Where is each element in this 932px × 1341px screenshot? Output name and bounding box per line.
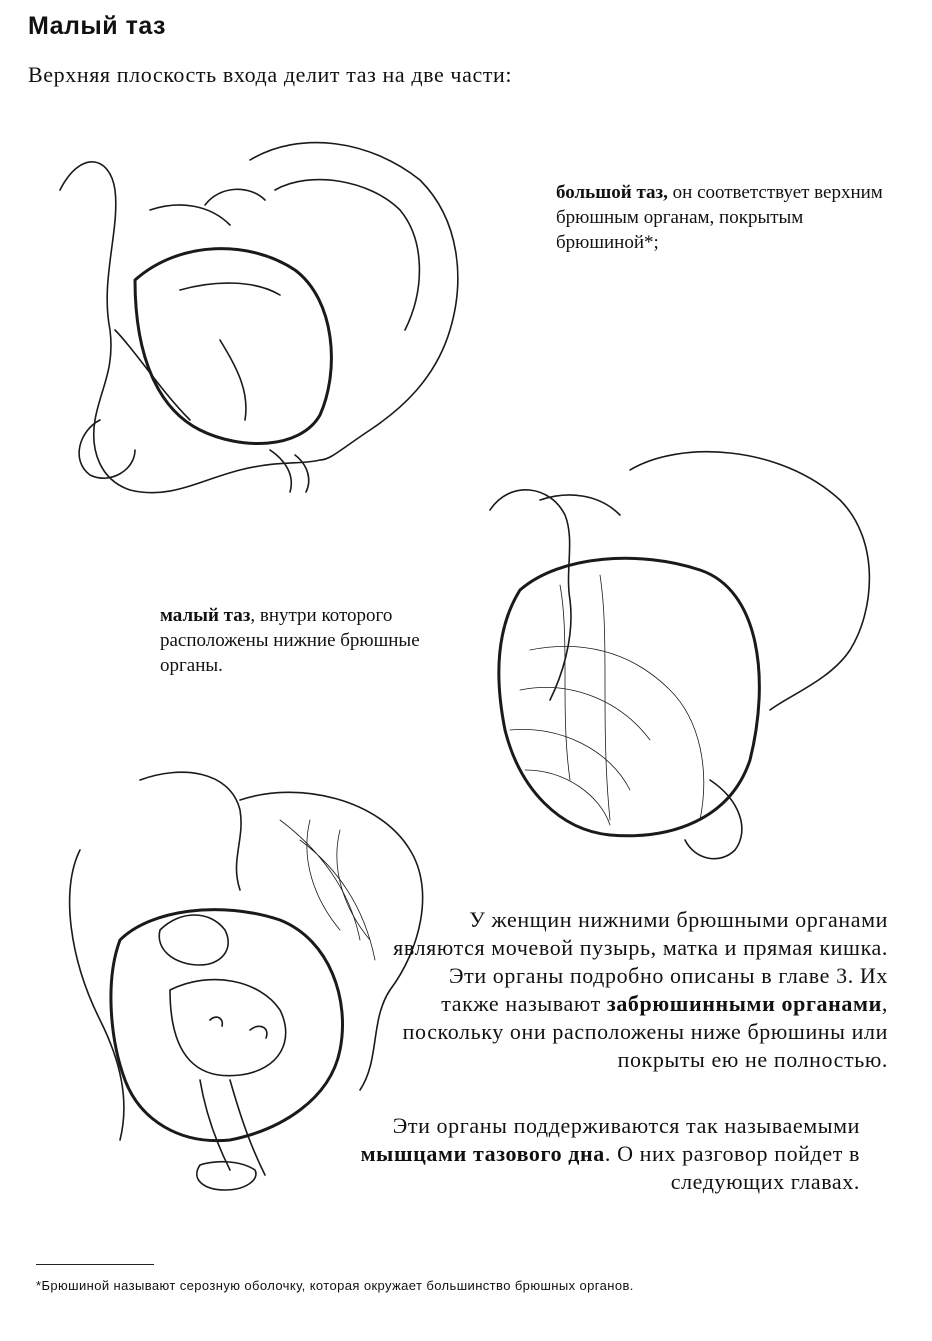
muscles-paragraph [350,1112,860,1196]
organs-paragraph [388,906,888,1074]
pelvis-greater-icon [40,130,480,550]
muscles-paragraph-part1: Эти органы поддерживаются так называемыми [392,1113,860,1138]
retroperitoneal-organs-term: забрюшинными органами [606,991,882,1016]
greater-pelvis-term: большой таз, [556,182,668,203]
footnote-divider [36,1264,154,1265]
page-title: Малый таз [28,12,166,40]
muscles-paragraph-part2: . О них разговор пойдет в следующих главах. [604,1141,860,1194]
pelvis-lesser-icon [450,440,890,880]
greater-pelvis-caption [556,180,886,255]
organs-paragraph-part1: У женщин нижними брюшными органами являются мочевой пузырь, матка и прямая кишка. Эти органы подробно описаны в главе 3. Их также называют [393,907,888,1016]
lesser-pelvis-term: малый таз [160,605,251,626]
greater-pelvis-text: он соответствует верхним брюшным органам, покрытым брюшиной*; [556,182,883,253]
lesser-pelvis-text: , внутри которого расположены нижние брюшные органы. [160,605,420,676]
footnote: *Брюшиной называют серозную оболочку, которая окружает большинство брюшных органов. [36,1278,634,1293]
intro-text: Верхняя плоскость входа делит таз на две части: [28,62,513,87]
organs-paragraph-part2: , поскольку они расположены ниже брюшины или покрыты ею не полностью. [402,991,888,1072]
lesser-pelvis-caption [160,603,460,678]
pelvic-floor-muscles-term: мышцами тазового дна [360,1141,605,1166]
